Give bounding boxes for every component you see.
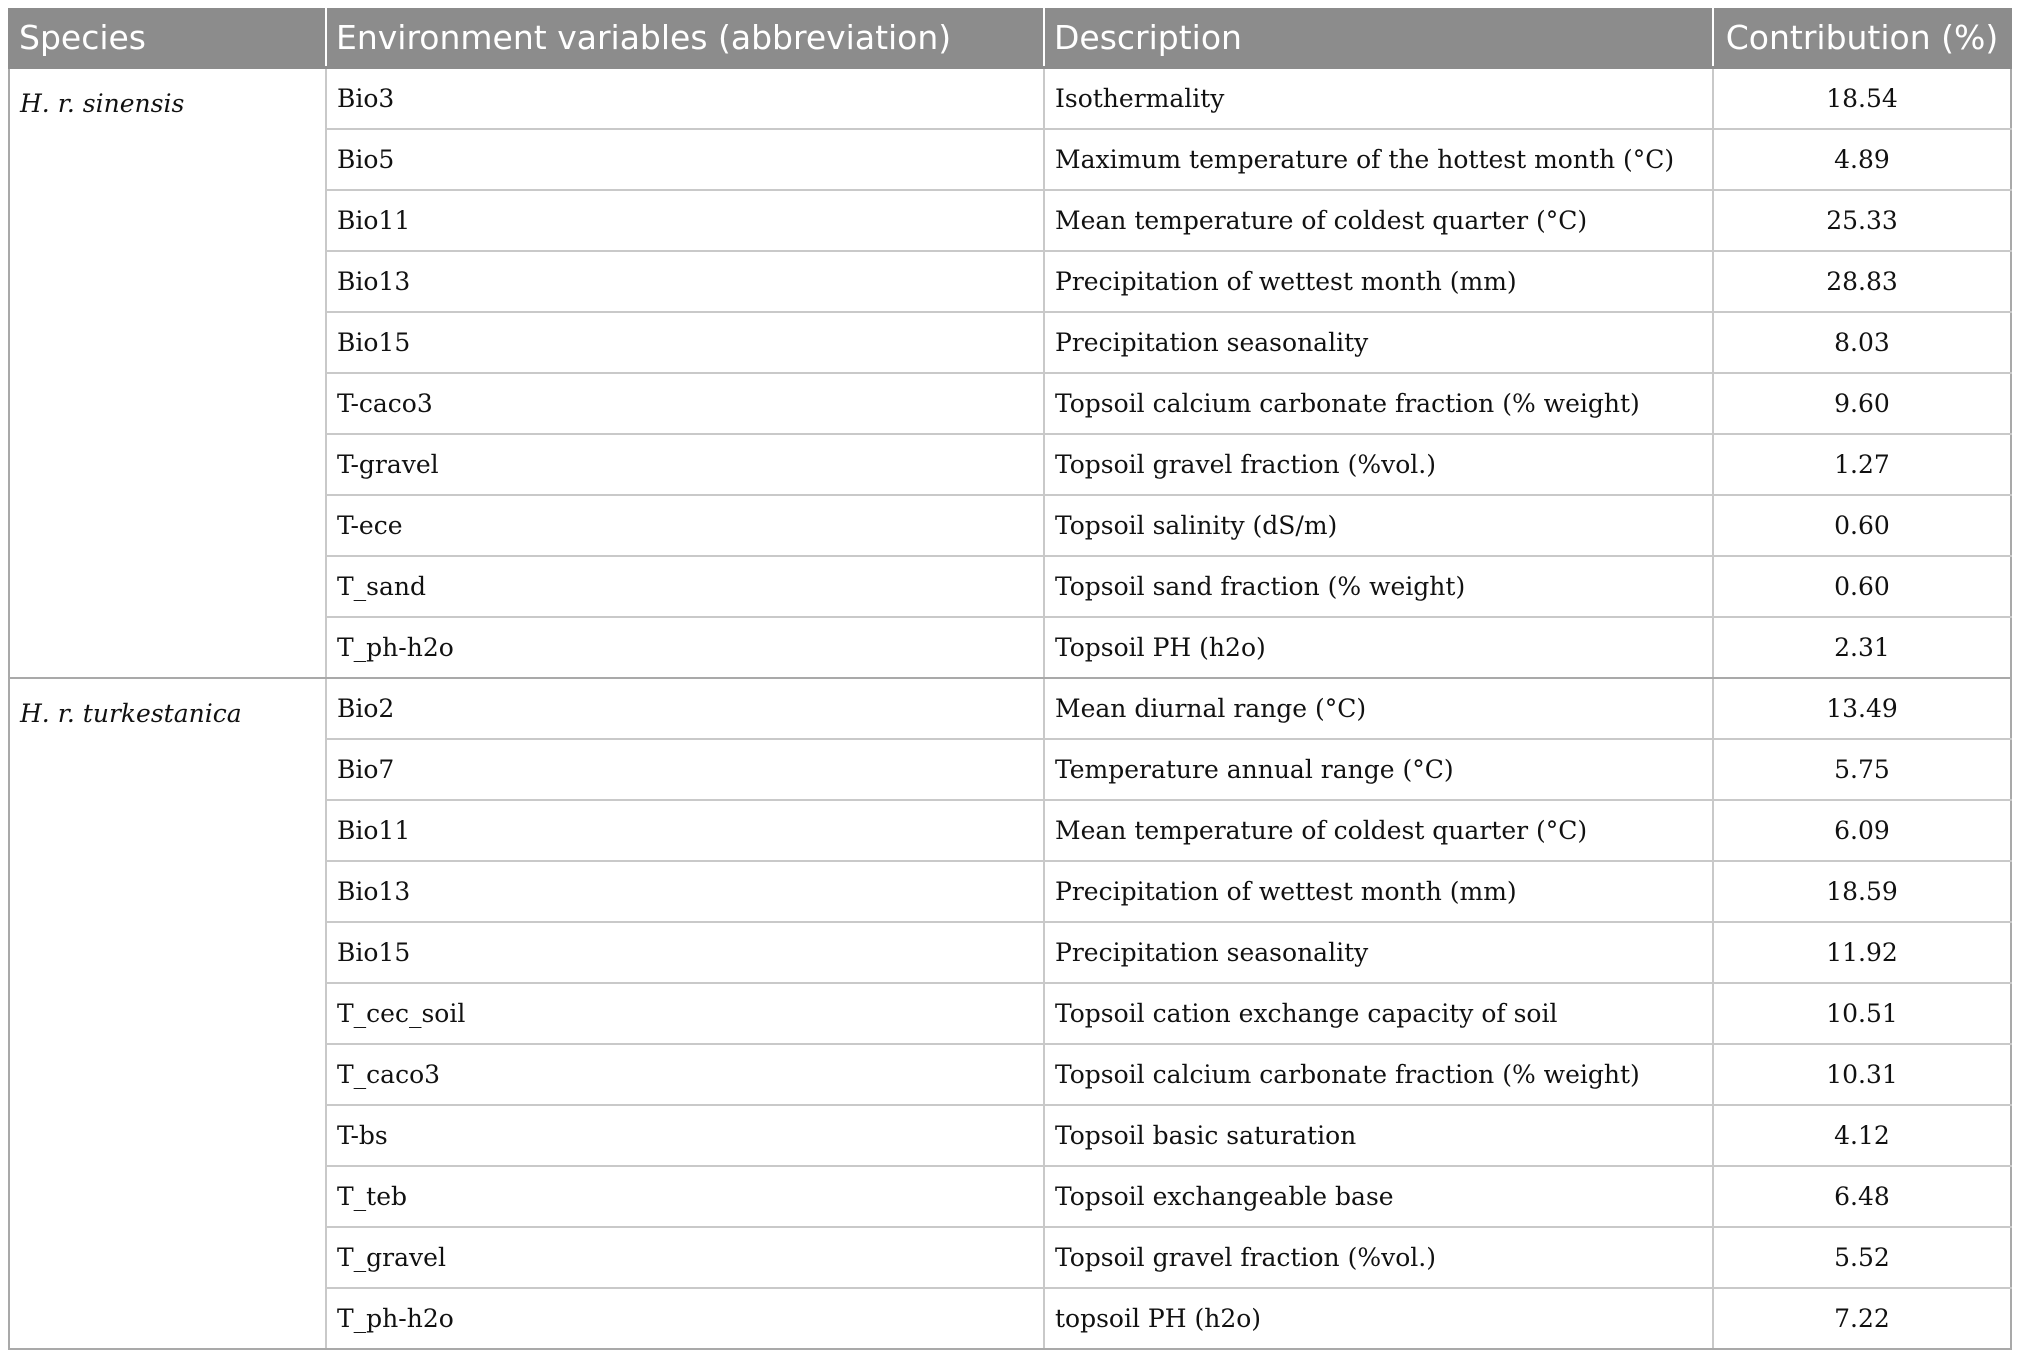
contribution-cell: 9.60 [1713,373,2011,434]
variable-cell: T_ph-h2o [326,617,1044,678]
table-header [9,8,2011,68]
variable-cell: T-bs [326,1105,1044,1166]
contribution-cell: 1.27 [1713,434,2011,495]
description-cell: Topsoil sand fraction (% weight) [1044,556,1713,617]
contribution-cell: 0.60 [1713,495,2011,556]
description-cell: Temperature annual range (°C) [1044,739,1713,800]
variable-cell: T_caco3 [326,1044,1044,1105]
contribution-cell: 11.92 [1713,922,2011,983]
description-cell: Topsoil gravel fraction (%vol.) [1044,434,1713,495]
contribution-cell: 4.89 [1713,129,2011,190]
species-cell: H. r. sinensis [9,68,326,679]
contribution-cell: 5.75 [1713,739,2011,800]
description-cell: Topsoil exchangeable base [1044,1166,1713,1227]
variable-cell: T-gravel [326,434,1044,495]
table-body [9,68,2011,1350]
variable-cell: Bio11 [326,800,1044,861]
description-cell: Mean temperature of coldest quarter (°C) [1044,800,1713,861]
variable-cell: Bio5 [326,129,1044,190]
variable-cell: T_sand [326,556,1044,617]
variable-cell: T_ph-h2o [326,1288,1044,1349]
description-cell: Topsoil calcium carbonate fraction (% weight) [1044,373,1713,434]
contribution-cell: 2.31 [1713,617,2011,678]
description-cell: Mean diurnal range (°C) [1044,678,1713,739]
header-environment-variables: Environment variables (abbreviation) [326,8,1044,68]
contribution-cell: 28.83 [1713,251,2011,312]
description-cell: Precipitation seasonality [1044,922,1713,983]
description-cell: Precipitation seasonality [1044,312,1713,373]
variable-cell: Bio15 [326,312,1044,373]
description-cell: Topsoil salinity (dS/m) [1044,495,1713,556]
species-cell: H. r. turkestanica [9,678,326,1349]
contribution-cell: 13.49 [1713,678,2011,739]
description-cell: Isothermality [1044,68,1713,130]
contribution-cell: 7.22 [1713,1288,2011,1349]
variable-cell: T_teb [326,1166,1044,1227]
variable-cell: Bio13 [326,251,1044,312]
variable-cell: Bio7 [326,739,1044,800]
contribution-cell: 4.12 [1713,1105,2011,1166]
table-container [8,8,2010,1350]
contribution-cell: 10.51 [1713,983,2011,1044]
contribution-cell: 25.33 [1713,190,2011,251]
variable-cell: Bio3 [326,68,1044,130]
variable-cell: T_gravel [326,1227,1044,1288]
header-description: Description [1044,8,1713,68]
description-cell: Precipitation of wettest month (mm) [1044,861,1713,922]
variable-cell: T-ece [326,495,1044,556]
header-contribution: Contribution (%) [1713,8,2011,68]
contribution-cell: 18.54 [1713,68,2011,130]
contribution-cell: 10.31 [1713,1044,2011,1105]
description-cell: Precipitation of wettest month (mm) [1044,251,1713,312]
description-cell: Topsoil PH (h2o) [1044,617,1713,678]
description-cell: Topsoil cation exchange capacity of soil [1044,983,1713,1044]
header-row [9,8,2011,68]
variable-cell: Bio13 [326,861,1044,922]
variable-cell: Bio2 [326,678,1044,739]
table-row [9,68,2011,130]
description-cell: Topsoil basic saturation [1044,1105,1713,1166]
contribution-cell: 6.09 [1713,800,2011,861]
contribution-cell: 0.60 [1713,556,2011,617]
contribution-cell: 8.03 [1713,312,2011,373]
contribution-table [8,8,2012,1350]
variable-cell: T_cec_soil [326,983,1044,1044]
contribution-cell: 18.59 [1713,861,2011,922]
description-cell: Topsoil gravel fraction (%vol.) [1044,1227,1713,1288]
variable-cell: Bio15 [326,922,1044,983]
header-species: Species [9,8,326,68]
description-cell: Topsoil calcium carbonate fraction (% weight) [1044,1044,1713,1105]
contribution-cell: 6.48 [1713,1166,2011,1227]
table-row [9,678,2011,739]
variable-cell: Bio11 [326,190,1044,251]
description-cell: topsoil PH (h2o) [1044,1288,1713,1349]
description-cell: Maximum temperature of the hottest month (°C) [1044,129,1713,190]
description-cell: Mean temperature of coldest quarter (°C) [1044,190,1713,251]
contribution-cell: 5.52 [1713,1227,2011,1288]
variable-cell: T-caco3 [326,373,1044,434]
